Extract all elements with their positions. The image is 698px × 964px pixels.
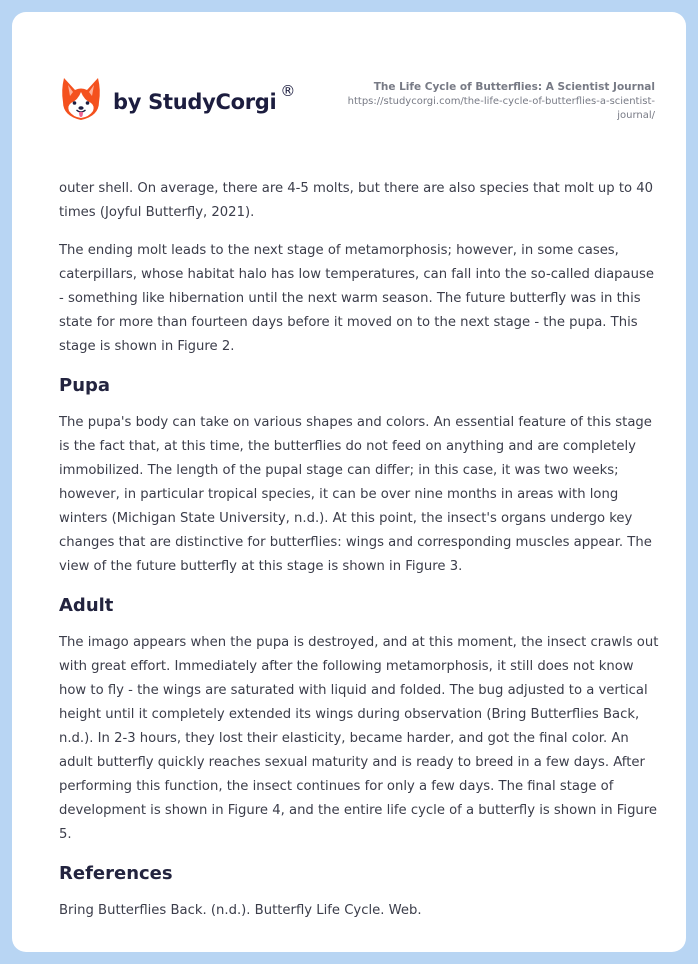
- document-meta: [335, 80, 655, 123]
- registered-mark: ®: [280, 82, 296, 100]
- paragraph: The ending molt leads to the next stage of metamorphosis; however, in some cases, caterpillars, whose habitat halo has low temperatures, can fall into the so-called diapause - something like hibernation until the next warm season. The future butterfly was in this state for more than fourteen days before it moved on to the next stage - the pupa. This stage is shown in Figure 2.: [59, 243, 654, 354]
- corgi-logo-icon: [61, 76, 101, 122]
- page-header: [12, 12, 686, 172]
- reference-item: Bring Butterflies Back. (n.d.). Butterfly Life Cycle. Web.: [59, 903, 422, 918]
- document-url[interactable]: https://studycorgi.com/the-life-cycle-of-butterflies-a-scientist-journal/: [347, 96, 655, 121]
- section-heading-pupa: Pupa: [59, 375, 111, 396]
- paragraph: The imago appears when the pupa is destroyed, and at this moment, the insect crawls out with great effort. Immediately after the following metamorphosis, it still does not know how to fly - the wings are saturated with liquid and folded. The bug adjusted to a vertical height until it completely extended its wings during observation (Bring Butterflies Back, n.d.). In 2-3 hours, they lost their elasticity, became harder, and got the final color. An adult butterfly quickly reaches sexual maturity and is ready to breed in a few days. After performing this function, the insect continues for only a few days. The final stage of development is shown in Figure 4, and the entire life cycle of a butterfly is shown in Figure 5.: [59, 635, 659, 842]
- brand-name: by StudyCorgi: [113, 90, 277, 114]
- paragraph: The pupa's body can take on various shapes and colors. An essential feature of this stage is the fact that, at this time, the butterflies do not feed on anything and are completely immobilized. The length of the pupal stage can differ; in this case, it was two weeks; however, in particular tropical species, it can be over nine months in areas with long winters (Michigan State University, n.d.). At this point, the insect's organs undergo key changes that are distinctive for butterflies: wings and corresponding muscles appear. The view of the future butterfly at this stage is shown in Figure 3.: [59, 415, 652, 574]
- studycorgi-logo[interactable]: [61, 76, 295, 122]
- section-heading-adult: Adult: [59, 595, 114, 616]
- document-page: [12, 12, 686, 952]
- document-body: [59, 177, 659, 937]
- document-title: The Life Cycle of Butterflies: A Scientist Journal: [373, 81, 655, 93]
- section-heading-references: References: [59, 863, 173, 884]
- paragraph: outer shell. On average, there are 4-5 molts, but there are also species that molt up to 40 times (Joyful Butterfly, 2021).: [59, 181, 654, 220]
